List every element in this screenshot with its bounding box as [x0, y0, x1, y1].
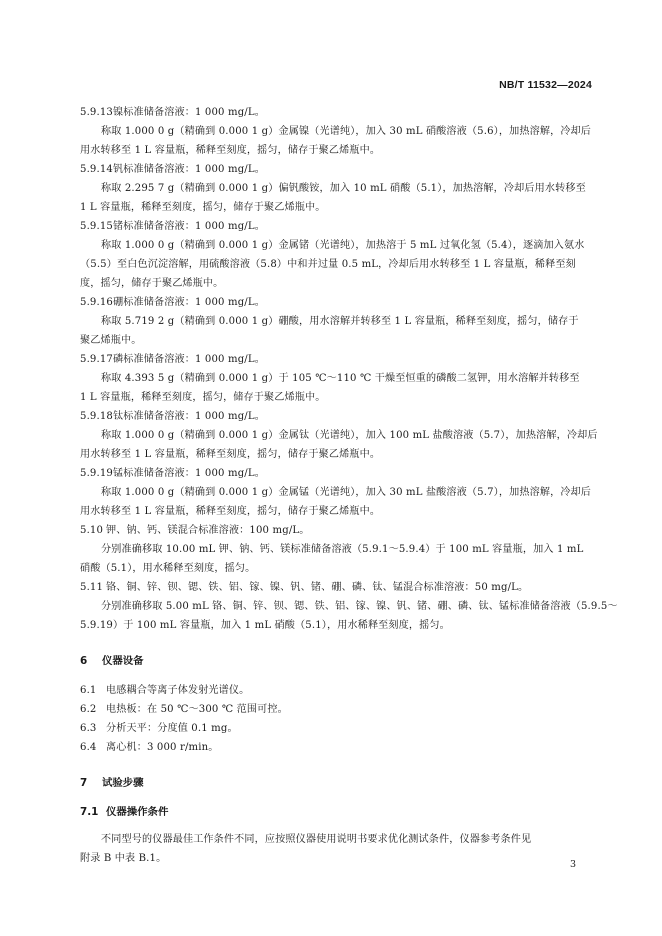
clause-text: 钾、钠、钙、镁混合标准溶液：100 mg/L。: [106, 525, 310, 536]
clause: [80, 217, 592, 236]
clause-number: 5.9.19: [80, 468, 114, 479]
clause-text: 铬、铜、锌、钡、锶、铁、铝、镓、镍、钒、锗、硼、磷、钛、锰混合标准溶液：50 mg/L。: [106, 582, 529, 593]
clause: [80, 700, 592, 719]
spacer: [80, 635, 592, 652]
clause-number: 5.9.15: [80, 221, 114, 232]
heading-number: 7.1: [80, 806, 99, 818]
paragraph-line: 度，摇匀，储存于聚乙烯瓶中。: [80, 278, 224, 289]
clause-number: 6.4: [80, 742, 97, 753]
paragraph-line: 分别准确移取 10.00 mL 钾、钠、钙、镁标准储备溶液（5.9.1～5.9.4）于 100 mL 容量瓶，加入 1 mL: [101, 544, 584, 555]
section-heading: [80, 652, 592, 671]
paragraph-line: （5.5）至白色沉淀溶解，用硫酸溶液（5.8）中和并过量 0.5 mL，冷却后用水转移至 1 L 容量瓶，稀释至刻: [80, 259, 576, 270]
clause: [80, 293, 592, 312]
clause-number: 5.9.18: [80, 411, 114, 422]
paragraph-line: 附录 B 中表 B.1。: [80, 853, 167, 864]
heading-text: 试验步骤: [102, 777, 144, 789]
spacer: [80, 822, 592, 830]
clause: [80, 160, 592, 179]
clause-text: 分析天平：分度值 0.1 mg。: [106, 723, 238, 734]
heading-text: 仪器设备: [102, 655, 144, 667]
heading-text: 仪器操作条件: [106, 806, 169, 818]
clause-text: 锗标准储备溶液：1 000 mg/L。: [113, 221, 265, 232]
document-code-header: NB/T 11532—2024: [499, 79, 592, 91]
subsection-heading: [80, 803, 592, 822]
clause-number: 5.10: [80, 525, 104, 536]
paragraph-line: 用水转移至 1 L 容量瓶，稀释至刻度，摇匀，储存于聚乙烯瓶中。: [80, 145, 381, 156]
clause: [80, 350, 592, 369]
clause-text: 镍标准储备溶液：1 000 mg/L。: [113, 107, 265, 118]
clause: [80, 521, 592, 540]
paragraph-line: 1 L 容量瓶，稀释至刻度，摇匀，储存于聚乙烯瓶中。: [80, 392, 326, 403]
spacer: [80, 757, 592, 774]
paragraph-line: 称取 4.393 5 g（精确到 0.000 1 g）于 105 ℃～110 ℃ 干燥至恒重的磷酸二氢钾，用水溶解并转移至: [101, 373, 580, 384]
clause-number: 5.9.17: [80, 354, 114, 365]
paragraph-line: 称取 1.000 0 g（精确到 0.000 1 g）金属镍（光谱纯），加入 30 mL 硝酸溶液（5.6），加热溶解，冷却后: [101, 126, 592, 137]
clause-number: 6.2: [80, 704, 97, 715]
paragraph-line: 聚乙烯瓶中。: [80, 335, 142, 346]
clause: [80, 464, 592, 483]
clause: [80, 407, 592, 426]
paragraph-line: 称取 1.000 0 g（精确到 0.000 1 g）金属锗（光谱纯），加热溶于 5 mL 过氧化氢（5.4），逐滴加入氨水: [101, 240, 585, 251]
paragraph-line: 称取 5.719 2 g（精确到 0.000 1 g）硼酸，用水溶解并转移至 1 L 容量瓶，稀释至刻度，摇匀，储存于: [101, 316, 579, 327]
clause: [80, 719, 592, 738]
clause-text: 电感耦合等离子体发射光谱仪。: [106, 685, 250, 696]
clause: [80, 578, 592, 597]
clause: [80, 738, 592, 757]
document-body: [80, 103, 618, 868]
clause-text: 离心机：3 000 r/min。: [106, 742, 219, 753]
heading-number: 6: [80, 655, 88, 667]
paragraph-line: 1 L 容量瓶，稀释至刻度，摇匀，储存于聚乙烯瓶中。: [80, 202, 326, 213]
paragraph-line: 不同型号的仪器最佳工作条件不同，应按照仪器使用说明书要求优化测试条件，仪器参考条件见: [101, 834, 532, 845]
paragraph-line: 称取 2.295 7 g（精确到 0.000 1 g）偏钒酸铵，加入 10 mL 硝酸（5.1），加热溶解，冷却后用水转移至: [101, 183, 586, 194]
section-heading: [80, 774, 592, 793]
page-number: 3: [569, 859, 576, 870]
clause-number: 5.9.13: [80, 107, 114, 118]
paragraph-line: 称取 1.000 0 g（精确到 0.000 1 g）金属锰（光谱纯），加入 30 mL 盐酸溶液（5.7），加热溶解，冷却后: [101, 487, 592, 498]
clause-number: 6.3: [80, 723, 97, 734]
clause-number: 5.9.16: [80, 297, 114, 308]
heading-number: 7: [80, 777, 88, 789]
clause-text: 电热板：在 50 ℃～300 ℃ 范围可控。: [106, 704, 288, 715]
paragraph-line: 称取 1.000 0 g（精确到 0.000 1 g）金属钛（光谱纯），加入 100 mL 盐酸溶液（5.7），加热溶解，冷却后: [101, 430, 598, 441]
clause-text: 钒标准储备溶液：1 000 mg/L。: [113, 164, 265, 175]
clause-text: 硼标准储备溶液：1 000 mg/L。: [113, 297, 265, 308]
clause-number: 5.9.14: [80, 164, 114, 175]
paragraph-line: 用水转移至 1 L 容量瓶，稀释至刻度，摇匀，储存于聚乙烯瓶中。: [80, 449, 381, 460]
spacer: [80, 793, 592, 803]
clause-number: 5.11: [80, 582, 104, 593]
clause-text: 锰标准储备溶液：1 000 mg/L。: [113, 468, 265, 479]
clause: [80, 681, 592, 700]
paragraph-line: 用水转移至 1 L 容量瓶，稀释至刻度，摇匀，储存于聚乙烯瓶中。: [80, 506, 381, 517]
clause-text: 钛标准储备溶液：1 000 mg/L。: [113, 411, 265, 422]
clause-number: 6.1: [80, 685, 97, 696]
paragraph-line: 分别准确移取 5.00 mL 铬、铜、锌、钡、锶、铁、铝、镓、镍、钒、锗、硼、磷、钛、锰标准储备溶液（5.9.5～: [101, 601, 618, 612]
paragraph-line: 5.9.19）于 100 mL 容量瓶，加入 1 mL 硝酸（5.1），用水稀释至刻度，摇匀。: [80, 620, 450, 631]
clause-text: 磷标准储备溶液：1 000 mg/L。: [113, 354, 265, 365]
clause: [80, 103, 592, 122]
paragraph-line: 硝酸（5.1），用水稀释至刻度，摇匀。: [80, 563, 256, 574]
spacer: [80, 671, 592, 681]
